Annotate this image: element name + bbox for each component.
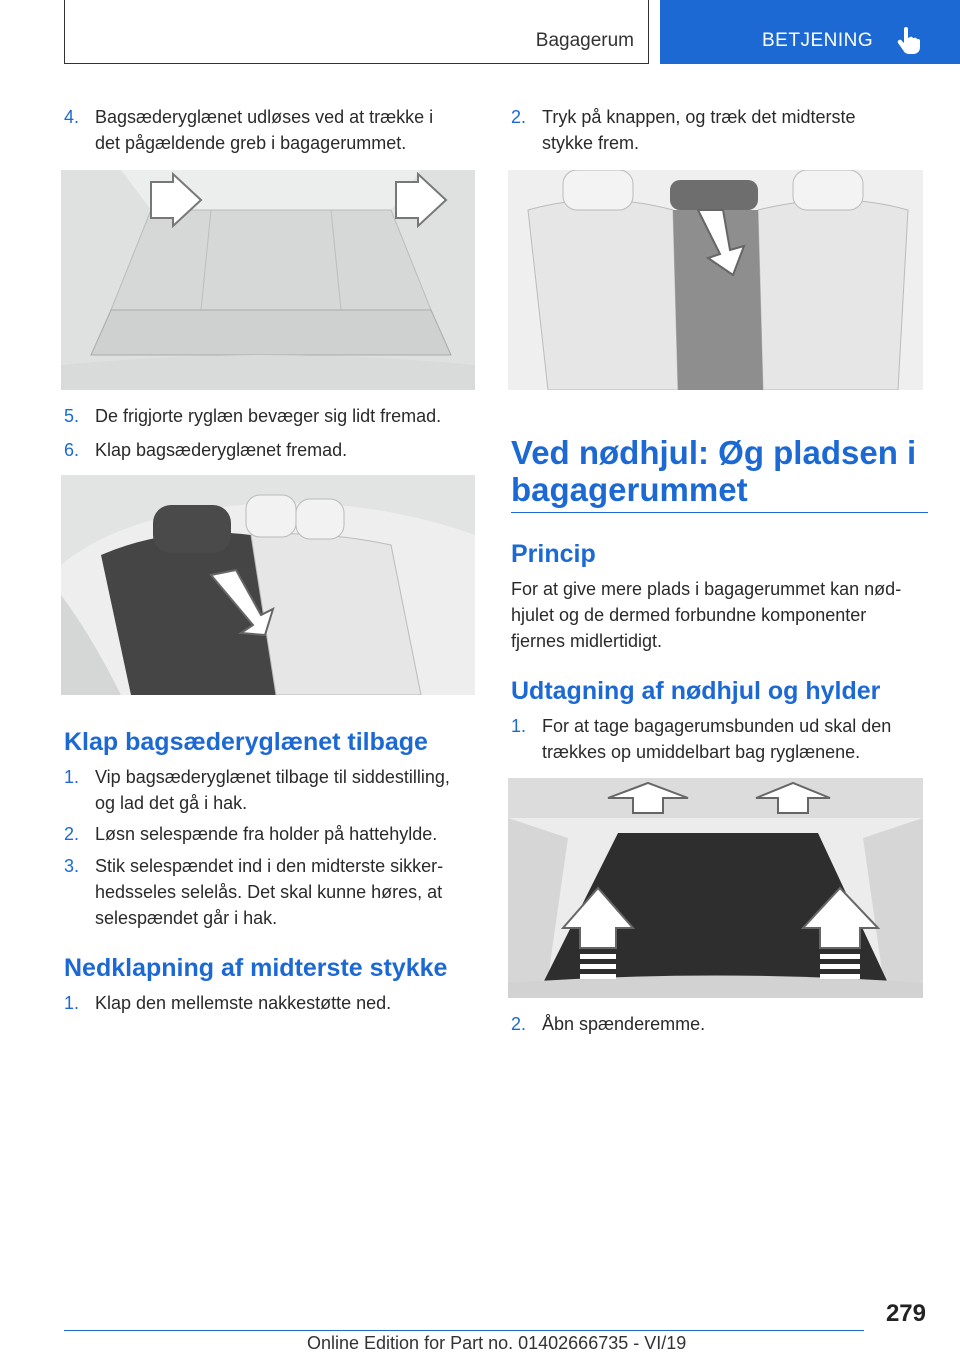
heading-remove-spare-wheel: Udtagning af nødhjul og hylder bbox=[511, 677, 881, 705]
footer-text: Online Edition for Part no. 01402666735 - VI/19 bbox=[307, 1333, 687, 1353]
footer-rule bbox=[64, 1330, 864, 1331]
main-title-line: bagagerummet bbox=[511, 471, 748, 508]
step-number: 2. bbox=[64, 824, 80, 844]
step-number: 2. bbox=[511, 107, 527, 127]
paragraph-line: hjulet og de dermed forbundne komponenter bbox=[511, 605, 867, 625]
step-text: selespændet går i hak. bbox=[95, 908, 278, 928]
header-chapter-tab[interactable] bbox=[660, 0, 960, 64]
trunk-floor-illustration bbox=[508, 778, 923, 998]
step-number: 4. bbox=[64, 107, 80, 127]
step-text: De frigjorte ryglæn bevæger sig lidt fremad. bbox=[95, 406, 442, 426]
step-text: Klap bagsæderyglænet fremad. bbox=[95, 440, 348, 460]
step-text: Bagsæderyglænet udløses ved at trække i bbox=[95, 107, 434, 127]
header-section-box bbox=[64, 0, 649, 64]
heading-fold-middle-section: Nedklapning af midterste stykke bbox=[64, 954, 448, 982]
step-text: Løsn selespænde fra holder på hattehylde. bbox=[95, 824, 438, 844]
figure-fold-backrest-forward bbox=[61, 475, 475, 695]
paragraph-line: fjernes midlertidigt. bbox=[511, 631, 663, 651]
figure-trunk-release-levers bbox=[61, 170, 475, 390]
figure-trunk-floor-lift bbox=[508, 778, 923, 998]
trunk-illustration bbox=[61, 170, 475, 390]
hand-pointer-icon bbox=[896, 26, 922, 54]
step-text: stykke frem. bbox=[542, 133, 640, 153]
step-text: og lad det gå i hak. bbox=[95, 793, 248, 813]
step-text: Tryk på knappen, og træk det midterste bbox=[542, 107, 856, 127]
heading-fold-backrest-back: Klap bagsæderyglænet tilbage bbox=[64, 728, 428, 756]
step-text: For at tage bagagerumsbunden ud skal den bbox=[542, 716, 892, 736]
step-text: trækkes op umiddelbart bag ryglænene. bbox=[542, 742, 861, 762]
step-number: 1. bbox=[64, 993, 80, 1013]
paragraph-line: For at give mere plads i bagagerummet kan nød‐ bbox=[511, 579, 902, 599]
page-number: 279 bbox=[885, 1300, 926, 1327]
heading-principle: Princip bbox=[511, 540, 596, 568]
step-text: Vip bagsæderyglænet tilbage til siddestilling, bbox=[95, 767, 450, 787]
step-number: 6. bbox=[64, 440, 80, 460]
step-number: 5. bbox=[64, 406, 80, 426]
step-text: Åbn spænderemme. bbox=[542, 1014, 706, 1034]
step-number: 3. bbox=[64, 856, 80, 876]
header-chapter-title: BETJENING bbox=[762, 30, 874, 51]
figure-middle-section-pull bbox=[508, 170, 923, 390]
step-text: det pågældende greb i bagagerummet. bbox=[95, 133, 407, 153]
principle-paragraph bbox=[511, 576, 931, 654]
middle-seat-illustration bbox=[508, 170, 923, 390]
title-underline bbox=[511, 512, 928, 513]
step-number: 1. bbox=[64, 767, 80, 787]
rear-seat-illustration bbox=[61, 475, 475, 695]
step-text: hedsseles selelås. Det skal kunne høres, at bbox=[95, 882, 443, 902]
step-text: Stik selespændet ind i den midterste sikker‐ bbox=[95, 856, 444, 876]
step-number: 1. bbox=[511, 716, 527, 736]
header-section-title: Bagagerum bbox=[535, 30, 634, 51]
main-title bbox=[511, 434, 931, 508]
main-title-line: Ved nødhjul: Øg pladsen i bbox=[511, 434, 917, 471]
step-text: Klap den mellemste nakkestøtte ned. bbox=[95, 993, 392, 1013]
step-number: 2. bbox=[511, 1014, 527, 1034]
